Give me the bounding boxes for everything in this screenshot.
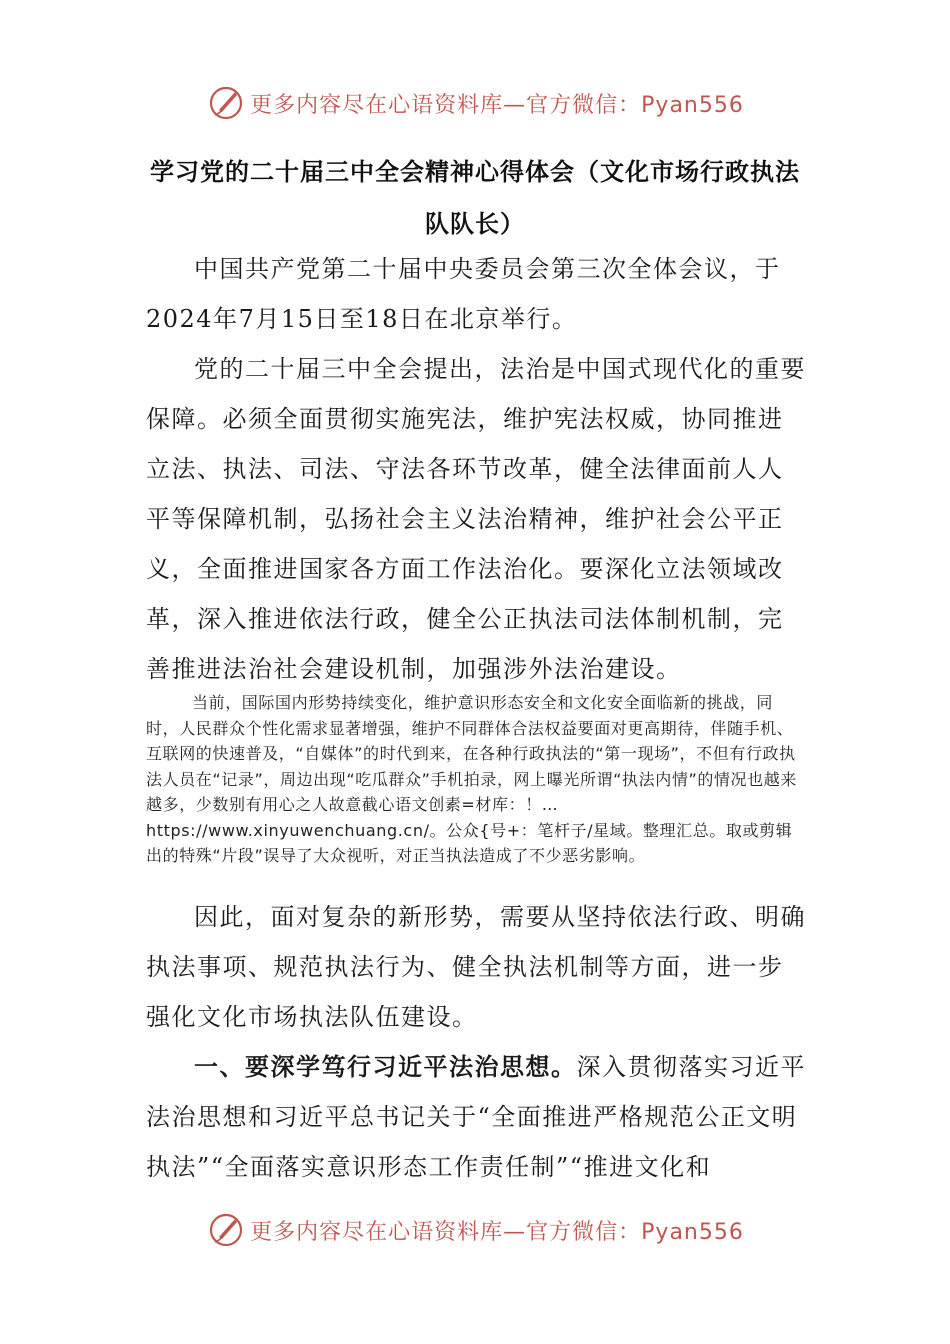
- section-1-heading: 一、要深学笃行习近平法治思想。: [194, 1053, 577, 1081]
- footer-watermark: [0, 1207, 950, 1253]
- quill-logo-icon: [206, 83, 246, 123]
- wechat-id: Pyan556: [641, 1219, 744, 1245]
- section-1-body: 深入贯彻落实习近平法治思想和习近平总书记关于“全面推进严格规范公正文明执法”“全面落实意识形态工作责任制”“推进文化和: [146, 1053, 806, 1181]
- paragraph-current-situation: 当前，国际国内形势持续变化，维护意识形态安全和文化安全面临新的挑战，同时，人民群众个性化需求显著增强，维护不同群体合法权益要面对更高期待，伴随手机、互联网的快速普及，“自媒体”的时代到来，在各种行政执法的“第一现场”，不但有行政执法人员在“记录”，周边出现“吃瓜群众”手机拍录，网上曝光所谓“执法内情”的情况也越来越多，少数别有用心之人故意截心语文创素=材库：！…https://www.xinyuwenchuang.cn/。公众{号+：笔杆子/星域。整理汇总。取或剪辑出的特殊“片段”误导了大众视听，对正当执法造成了不少恶劣影响。: [146, 693, 797, 865]
- quill-logo-icon: [206, 1210, 246, 1250]
- watermark-text: 更多内容尽在心语资料库—官方微信：: [250, 1219, 642, 1245]
- section-1-paragraph: [146, 1042, 806, 1192]
- document-title: 学习党的二十届三中全会精神心得体会（文化市场行政执法队队长）: [150, 158, 800, 238]
- header-watermark: [0, 80, 950, 126]
- watermark-text: 更多内容尽在心语资料库—官方微信：: [250, 92, 642, 118]
- paragraph-therefore: 因此，面对复杂的新形势，需要从坚持依法行政、明确执法事项、规范执法行为、健全执法机制等方面，进一步强化文化市场执法队伍建设。: [146, 903, 806, 1031]
- paragraph-rule-of-law: 党的二十届三中全会提出，法治是中国式现代化的重要保障。必须全面贯彻实施宪法，维护宪法权威，协同推进立法、执法、司法、守法各环节改革，健全法律面前人人平等保障机制，弘扬社会主义法治精神，维护社会公平正义，全面推进国家各方面工作法治化。要深化立法领域改革，深入推进依法行政，健全公正执法司法体制机制，完善推进法治社会建设机制，加强涉外法治建设。: [146, 355, 806, 683]
- wechat-id: Pyan556: [641, 92, 744, 118]
- paragraph-session-info: 中国共产党第二十届中央委员会第三次全体会议，于2024年7月15日至18日在北京举行。: [146, 255, 781, 333]
